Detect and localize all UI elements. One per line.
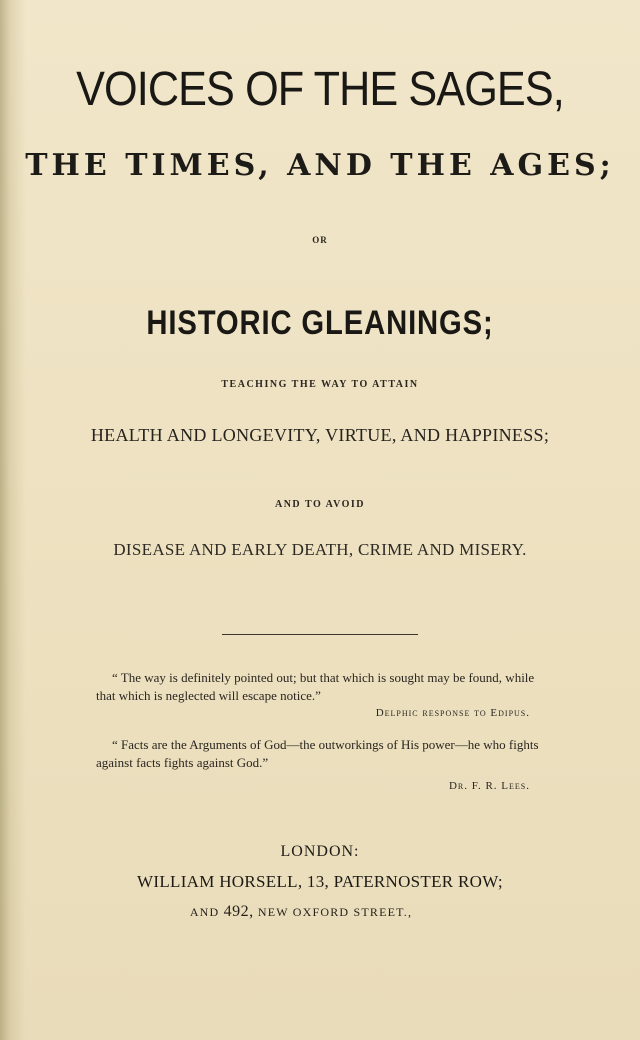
- epigraph-2-line-2: against facts fights against God.”: [96, 755, 269, 770]
- epigraph-2-attribution: Dr. F. R. Lees.: [448, 780, 530, 792]
- alternate-title: HISTORIC GLEANINGS;: [146, 304, 494, 342]
- epigraph-1-attribution: Delphic response to Edipus.: [375, 707, 530, 719]
- subtitle-avoid: AND TO AVOID: [274, 499, 366, 510]
- imprint-address: [0, 903, 640, 921]
- subtitle-teaching: TEACHING THE WAY TO ATTAIN: [221, 379, 419, 390]
- epigraph-1-line-1: “ The way is definitely pointed out; but that which is sought may be found, while: [112, 670, 535, 685]
- imprint-address-prefix: AND: [189, 905, 220, 919]
- epigraph-1-line-2: that which is neglected will escape notice.”: [96, 688, 321, 703]
- epigraph-2-line-1: “ Facts are the Arguments of God—the outworkings of His power—he who fights: [112, 737, 539, 752]
- subtitle-disease: DISEASE AND EARLY DEATH, CRIME AND MISERY.: [113, 540, 527, 559]
- subtitle-health: HEALTH AND LONGEVITY, VIRTUE, AND HAPPINESS;: [90, 425, 550, 445]
- main-title-line-1: VOICES OF THE SAGES,: [76, 63, 564, 116]
- imprint-address-number: 492,: [223, 903, 254, 920]
- divider-rule: [222, 634, 418, 635]
- imprint-address-street: NEW OXFORD STREET.,: [257, 905, 413, 919]
- alternate-title-connector: OR: [312, 235, 328, 245]
- imprint-publisher: WILLIAM HORSELL, 13, PATERNOSTER ROW;: [137, 872, 503, 891]
- main-title-line-2: THE TIMES, AND THE AGES;: [25, 148, 615, 183]
- imprint-city: LONDON:: [280, 843, 360, 860]
